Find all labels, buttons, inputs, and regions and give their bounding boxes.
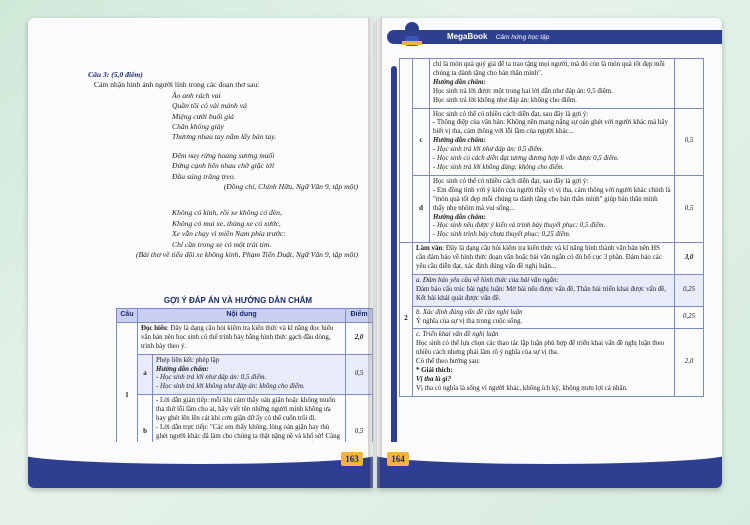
page-header xyxy=(387,30,722,44)
score: 0,25 xyxy=(675,274,704,306)
poem-line: Quần tôi có vài mảnh vá xyxy=(172,101,247,111)
score: 2,0 xyxy=(675,329,704,396)
poem-line: Thương nhau tay nắm lấy bàn tay. xyxy=(172,132,277,142)
col-header-score: Điểm xyxy=(346,309,373,323)
score: 3,0 xyxy=(675,243,704,275)
poem-line: Áo anh rách vai xyxy=(172,90,221,100)
sub-label xyxy=(413,59,430,109)
poem-line: Đứng cạnh bên nhau chờ giặc tới xyxy=(172,161,275,171)
table-row xyxy=(400,108,704,175)
col-header-content: Nội dung xyxy=(138,309,346,323)
score: 0,5 xyxy=(675,175,704,242)
cell-content: Học sinh có thể có nhiều cách diễn đạt, sau đây là gợi ý: - Em đồng tình với ý kiến của người thầy vì vị tha, cảm thông với người khác chính là "món quà tốt đẹp mỗi chúng ta dành tặng cho bản thân mình" giúp bản thân mình thấy nhẹ nhõm mà vui sống... Hướng dẫn chấm: - Học sinh nêu được ý kiến và trình bày thuyết phục: 0,5 điểm. - Học sinh trình bày chưa thuyết phục: 0,25 điểm. xyxy=(430,175,675,242)
sub-label: d xyxy=(413,175,430,242)
question-number: 2 xyxy=(400,243,413,397)
brand-logo: MegaBook xyxy=(447,32,488,41)
table-row xyxy=(400,59,704,109)
poem-line: Không có kính, rồi xe không có đèn, xyxy=(172,208,282,218)
poem-line: Miệng cười buốt giá xyxy=(172,111,234,121)
answer-table-right xyxy=(399,58,704,397)
table-row xyxy=(400,306,704,329)
poem-line: Chân không giày xyxy=(172,122,224,132)
page-footer xyxy=(377,452,722,488)
poem-line: Xe vẫn chạy vì miền Nam phía trước: xyxy=(172,229,286,239)
table-row xyxy=(400,274,704,306)
table-row xyxy=(117,322,373,354)
cell-content: b. Xác định đúng vấn đề cần nghị luận Ý nghĩa của sự vị tha trong cuộc sống. xyxy=(413,306,675,329)
page-sidebar xyxy=(391,66,397,446)
sub-label: a xyxy=(138,354,153,395)
left-page xyxy=(28,18,373,488)
table-row xyxy=(117,354,373,395)
question-number: 1 xyxy=(117,322,138,471)
book-spine xyxy=(368,18,382,488)
score: 2,0 xyxy=(346,322,373,354)
score: 0,5 xyxy=(346,354,373,395)
cell-content: Học sinh có thể có nhiều cách diễn đạt, sau đây là gợi ý: - Thông điệp của văn bản: Không nên mang nặng sự oán ghét với người khác mà hãy biết vị tha, cảm thông với lỗi lầm của người khác... Hướng dẫn chấm: - Học sinh trả lời như đáp án: 0,5 điểm. - Học sinh có cách diễn đạt tương đương hợp lí vẫn được 0,5 điểm. - Học sinh trả lời không đúng: không cho điểm. xyxy=(430,108,675,175)
mascot-icon xyxy=(399,20,425,48)
answer-title: GỢI Ý ĐÁP ÁN VÀ HƯỚNG DẪN CHẤM xyxy=(163,296,313,305)
page-number: 164 xyxy=(387,452,409,466)
writing-section: Làm văn: Đây là dạng câu hỏi kiểm tra kiến thức và kĩ năng hình thành văn bản nên HS cần đảm bảo về hình thức đoạn văn hoặc bài văn ngắn có đủ bố cục 3 phần. Đảm bảo các yêu cầu diễn đạt, xác định đúng vấn đề nghị luận... xyxy=(413,243,675,275)
poem-line: Đầu súng trăng treo. xyxy=(172,171,236,181)
poem-source: (Đồng chí, Chính Hữu, Ngữ Văn 9, tập một) xyxy=(223,182,358,192)
cell-content: - Lời dẫn gián tiếp: mỗi khi cảm thấy oán giận hoặc không muốn tha thứ lỗi lầm cho ai, hãy viết tên những người mình không ưa hay ghét lên lên cát khi cơn giận dữ ấy có thể cuốn trôi đi. - Lời dẫn trực tiếp: "Các em thấy không, lòng oán giận hay thù ghét người khác đã làm cho chúng ta thật nặng nề và khổ sở! Càng xyxy=(153,395,346,471)
page-number: 163 xyxy=(341,452,363,466)
question-3 xyxy=(88,70,358,261)
open-book xyxy=(28,18,722,506)
q3-title: Câu 3: (5,0 điểm) xyxy=(88,70,143,79)
score xyxy=(675,59,704,109)
score: 0,5 xyxy=(346,395,373,471)
sub-label: b xyxy=(138,395,153,471)
score: 0,5 xyxy=(675,108,704,175)
right-page xyxy=(377,18,722,488)
cell-content: chỉ là món quà quý giá để ta trao tặng mọi người, mà đó còn là món quà tốt đẹp mỗi chúng ta dành tặng cho bản thân mình". Hướng dẫn chấm: Học sinh trả lời được một trong hai lời dẫn như đáp án: 0,5 điểm. Học sinh trả lời không như đáp án: không cho điểm. xyxy=(430,59,675,109)
table-row xyxy=(400,329,704,396)
cell-content: a. Đảm bảo yêu cầu về hình thức của bài văn ngắn: Đảm bảo cấu trúc bài nghị luận: Mở bài nêu được vấn đề, Thân bài triển khai được vấn đề, Kết bài khái quát được vấn đề. xyxy=(413,274,675,306)
brand-slogan: Cảm hứng học tập xyxy=(495,34,550,41)
poem-line: Không có mui xe, thùng xe có xước, xyxy=(172,218,281,228)
table-row xyxy=(400,243,704,275)
sub-label: c xyxy=(413,108,430,175)
col-header-question: Câu xyxy=(117,309,138,323)
page-footer xyxy=(28,452,373,488)
cell-content: c. Triển khai vấn đề nghị luận Học sinh có thể lựa chọn các thao tác lập luận phù hợp để triển khai vấn đề nghị luận theo nhiều cách nhưng phải làm rõ ý nghĩa của sự vị tha. Có thể theo hướng sau: * Giải thích: Vị tha là gì? Vị tha có nghĩa là sống vì người khác, không ích kỷ, không mưu lợi cá nhân. xyxy=(413,329,675,396)
poem-line: Đêm nay rừng hoang sương muối xyxy=(172,150,275,160)
question-cell xyxy=(400,59,413,243)
q3-prompt: Cảm nhận hình ảnh người lính trong các đoạn thơ sau: xyxy=(94,80,260,90)
score: 0,25 xyxy=(675,306,704,329)
poem-source: (Bài thơ về tiểu đội xe không kính, Phạm Tiến Duật, Ngữ Văn 9, tập một) xyxy=(135,250,358,260)
poem-line: Chỉ cần trong xe có một trái tim. xyxy=(172,239,272,249)
cell-content: Phép liên kết: phép lặp Hướng dẫn chấm: - Học sinh trả lời như đáp án: 0,5 điểm. - Học sinh trả lời không như đáp án: không cho điểm. xyxy=(153,354,346,395)
reading-section: Đọc hiểu: Đây là dạng câu hỏi kiểm tra kiến thức và kĩ năng đọc hiểu văn bản nên học sinh có thể trình bày bằng hình thức gạch đầu dòng, trình bày theo ý. xyxy=(138,322,346,354)
table-row xyxy=(400,175,704,242)
